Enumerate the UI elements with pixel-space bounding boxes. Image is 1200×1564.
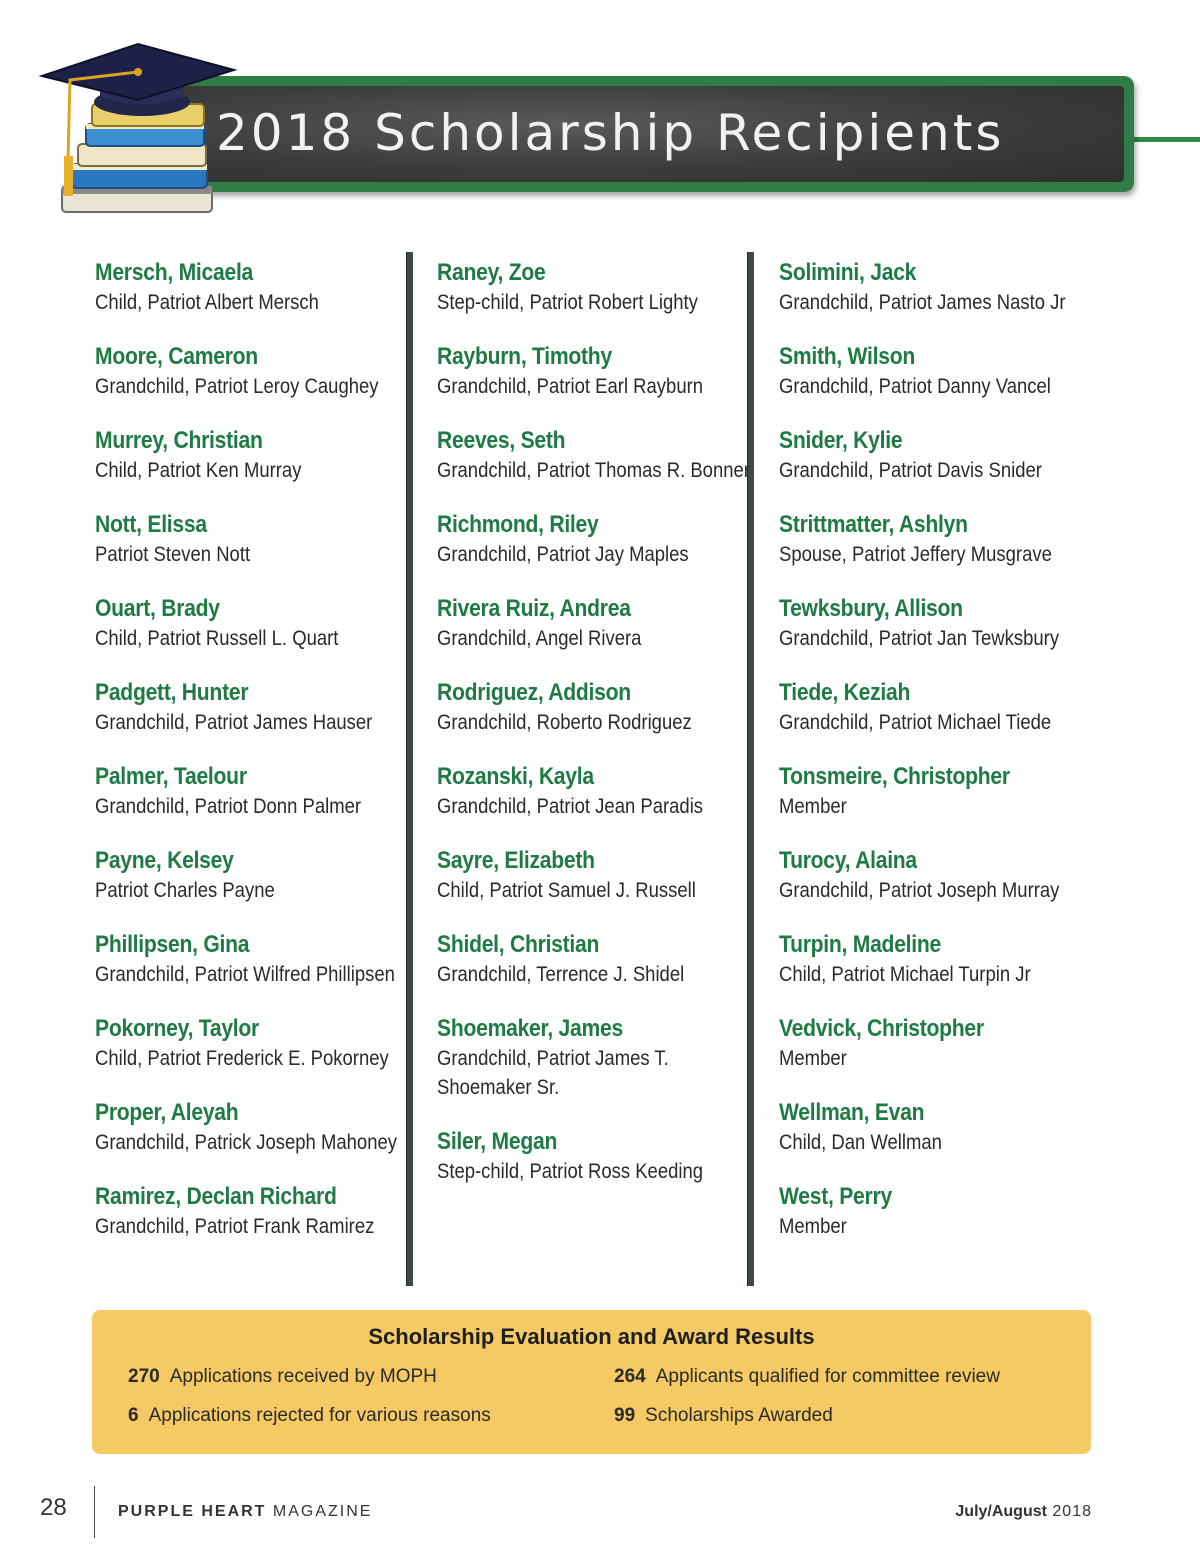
recipient-entry	[779, 258, 1099, 317]
recipient-entry	[437, 342, 757, 401]
recipient-name: Smith, Wilson	[779, 343, 916, 370]
recipient-entry	[95, 594, 415, 653]
recipient-entry	[95, 846, 415, 905]
recipient-relation: Member	[779, 1047, 847, 1070]
recipient-entry	[95, 258, 415, 317]
stat-label: Applications rejected for various reasons	[148, 1405, 491, 1426]
recipient-entry	[779, 1014, 1099, 1073]
recipient-entry	[779, 1182, 1099, 1241]
recipient-relation: Grandchild, Patriot Jay Maples	[437, 543, 689, 566]
recipient-entry	[95, 1098, 415, 1157]
recipient-entry	[437, 594, 757, 653]
recipient-entry	[779, 846, 1099, 905]
recipient-entry	[779, 426, 1099, 485]
recipient-entry	[95, 1182, 415, 1241]
recipient-relation: Child, Patriot Michael Turpin Jr	[779, 963, 1031, 986]
recipient-relation: Grandchild, Patriot Joseph Murray	[779, 879, 1060, 902]
stat-applications-rejected	[128, 1405, 491, 1427]
recipient-name: Murrey, Christian	[95, 427, 263, 454]
recipient-entry	[779, 510, 1099, 569]
stat-number: 264	[614, 1366, 646, 1387]
stat-number: 270	[128, 1366, 160, 1387]
recipients-column-1	[95, 258, 415, 1266]
recipient-relation: Grandchild, Patriot Jean Paradis	[437, 795, 704, 818]
recipient-entry	[437, 258, 757, 317]
recipient-relation-continued: Shoemaker Sr.	[437, 1076, 560, 1099]
recipients-column-2	[437, 258, 757, 1211]
issue-year: 2018	[1046, 1503, 1092, 1520]
recipient-relation: Child, Dan Wellman	[779, 1131, 942, 1154]
recipient-relation: Grandchild, Angel Rivera	[437, 627, 642, 650]
recipients-column-3	[779, 258, 1099, 1266]
recipient-entry	[437, 1127, 757, 1186]
recipient-entry	[437, 762, 757, 821]
recipient-name: Payne, Kelsey	[95, 847, 234, 874]
recipient-relation: Grandchild, Patriot Jan Tewksbury	[779, 627, 1060, 650]
recipient-entry	[437, 930, 757, 989]
recipient-entry	[779, 762, 1099, 821]
recipient-relation: Grandchild, Patriot James T.	[437, 1047, 669, 1070]
stat-label: Scholarships Awarded	[645, 1405, 833, 1426]
recipient-relation: Grandchild, Patriot Leroy Caughey	[95, 375, 379, 398]
issue-date	[955, 1503, 1092, 1521]
recipient-relation: Child, Patriot Frederick E. Pokorney	[95, 1047, 389, 1070]
recipient-name: Ramirez, Declan Richard	[95, 1183, 337, 1210]
recipient-entry	[95, 762, 415, 821]
recipient-name: Richmond, Riley	[437, 511, 599, 538]
recipient-relation: Grandchild, Patriot Danny Vancel	[779, 375, 1051, 398]
recipient-name: Shidel, Christian	[437, 931, 600, 958]
stat-applications-received	[128, 1366, 437, 1388]
recipient-relation: Patriot Steven Nott	[95, 543, 251, 566]
recipient-name: Snider, Kylie	[779, 427, 903, 454]
recipient-entry	[437, 510, 757, 569]
recipient-entry	[437, 426, 757, 485]
recipient-entry	[437, 678, 757, 737]
recipient-name: Phillipsen, Gina	[95, 931, 250, 958]
stat-scholarships-awarded	[614, 1405, 833, 1427]
recipient-name: Turocy, Alaina	[779, 847, 917, 874]
recipient-entry	[779, 678, 1099, 737]
recipient-entry	[95, 678, 415, 737]
recipient-name: Rozanski, Kayla	[437, 763, 594, 790]
stat-label: Applicants qualified for committee review	[655, 1366, 1000, 1387]
recipient-name: Mersch, Micaela	[95, 259, 254, 286]
recipient-relation: Child, Patriot Albert Mersch	[95, 291, 319, 314]
recipient-name: Pokorney, Taylor	[95, 1015, 260, 1042]
recipient-relation: Grandchild, Patrick Joseph Mahoney	[95, 1131, 398, 1154]
recipient-name: Strittmatter, Ashlyn	[779, 511, 968, 538]
recipient-relation: Step-child, Patriot Ross Keeding	[437, 1160, 704, 1183]
recipient-entry	[779, 930, 1099, 989]
recipient-name: Nott, Elissa	[95, 511, 207, 538]
recipient-relation: Grandchild, Patriot Wilfred Phillipsen	[95, 963, 395, 986]
recipient-entry	[95, 510, 415, 569]
recipient-name: West, Perry	[779, 1183, 892, 1210]
recipient-relation: Member	[779, 795, 847, 818]
recipient-relation: Grandchild, Patriot Earl Rayburn	[437, 375, 704, 398]
recipient-relation: Spouse, Patriot Jeffery Musgrave	[779, 543, 1052, 566]
page-title: 2018 Scholarship Recipients	[216, 104, 1005, 162]
recipient-entry	[95, 930, 415, 989]
recipient-name: Tiede, Keziah	[779, 679, 911, 706]
footer-divider	[94, 1486, 95, 1538]
recipient-name: Tonsmeire, Christopher	[779, 763, 1010, 790]
recipient-name: Raney, Zoe	[437, 259, 546, 286]
recipient-relation: Grandchild, Patriot James Nasto Jr	[779, 291, 1066, 314]
recipient-name: Rodriguez, Addison	[437, 679, 631, 706]
recipient-name: Rayburn, Timothy	[437, 343, 612, 370]
recipient-name: Rivera Ruiz, Andrea	[437, 595, 631, 622]
recipient-entry	[779, 594, 1099, 653]
recipient-relation: Child, Patriot Russell L. Quart	[95, 627, 339, 650]
recipient-entry	[437, 1014, 757, 1102]
recipient-relation: Grandchild, Terrence J. Shidel	[437, 963, 685, 986]
recipient-name: Tewksbury, Allison	[779, 595, 963, 622]
recipient-name: Padgett, Hunter	[95, 679, 249, 706]
recipient-relation: Member	[779, 1215, 847, 1238]
recipient-name: Ouart, Brady	[95, 595, 220, 622]
recipient-entry	[95, 426, 415, 485]
recipient-entry	[95, 342, 415, 401]
recipient-relation: Grandchild, Patriot Frank Ramirez	[95, 1215, 375, 1238]
recipient-entry	[95, 1014, 415, 1073]
page-number: 28	[40, 1494, 67, 1521]
stat-number: 6	[128, 1405, 139, 1426]
recipient-relation: Grandchild, Patriot Thomas R. Bonner	[437, 459, 750, 482]
recipient-relation: Grandchild, Patriot Donn Palmer	[95, 795, 362, 818]
banner-rule	[1130, 137, 1200, 142]
magazine-name-rest: MAGAZINE	[266, 1503, 373, 1520]
recipient-relation: Child, Patriot Samuel J. Russell	[437, 879, 696, 902]
recipient-name: Vedvick, Christopher	[779, 1015, 984, 1042]
recipient-relation: Grandchild, Patriot Michael Tiede	[779, 711, 1052, 734]
recipient-name: Proper, Aleyah	[95, 1099, 239, 1126]
recipient-entry	[779, 342, 1099, 401]
recipient-name: Shoemaker, James	[437, 1015, 623, 1042]
recipient-relation: Grandchild, Patriot Davis Snider	[779, 459, 1042, 482]
recipient-entry	[437, 846, 757, 905]
stat-number: 99	[614, 1405, 636, 1426]
recipient-relation: Step-child, Patriot Robert Lighty	[437, 291, 698, 314]
issue-months: July/August	[955, 1503, 1047, 1520]
recipient-name: Sayre, Elizabeth	[437, 847, 595, 874]
results-title: Scholarship Evaluation and Award Results	[368, 1324, 815, 1349]
magazine-name	[118, 1503, 372, 1521]
recipient-name: Palmer, Taelour	[95, 763, 247, 790]
graduation-cap-books-icon	[38, 40, 238, 220]
recipient-name: Moore, Cameron	[95, 343, 258, 370]
stat-label: Applications received by MOPH	[169, 1366, 437, 1387]
recipient-name: Turpin, Madeline	[779, 931, 942, 958]
recipient-relation: Patriot Charles Payne	[95, 879, 275, 902]
recipient-relation: Grandchild, Patriot James Hauser	[95, 711, 373, 734]
recipient-relation: Grandchild, Roberto Rodriguez	[437, 711, 692, 734]
results-box	[92, 1310, 1091, 1454]
stat-applicants-qualified	[614, 1366, 1000, 1388]
recipient-name: Reeves, Seth	[437, 427, 566, 454]
magazine-name-bold: PURPLE HEART	[118, 1503, 267, 1520]
recipient-entry	[779, 1098, 1099, 1157]
recipient-relation: Child, Patriot Ken Murray	[95, 459, 302, 482]
recipient-name: Wellman, Evan	[779, 1099, 925, 1126]
recipient-name: Siler, Megan	[437, 1128, 558, 1155]
recipient-name: Solimini, Jack	[779, 259, 917, 286]
